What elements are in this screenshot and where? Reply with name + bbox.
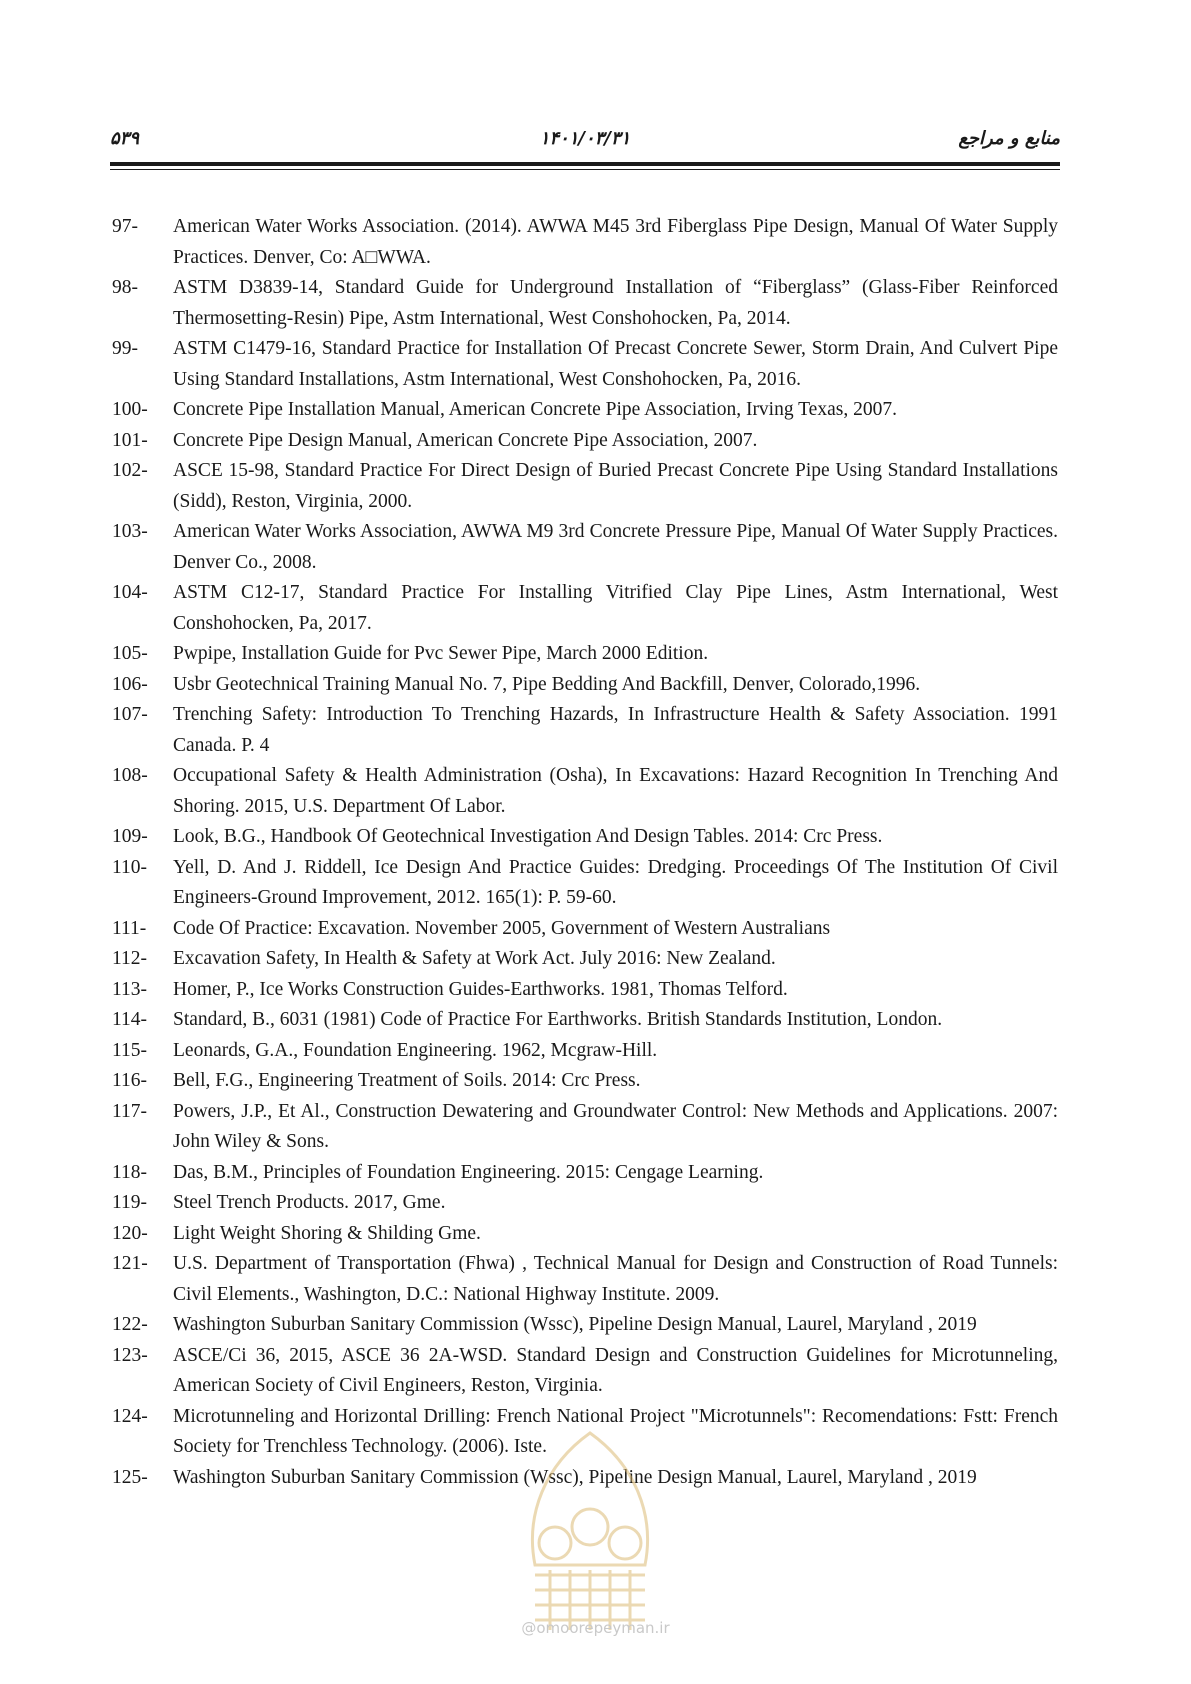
reference-number: 97- [112, 216, 138, 237]
reference-item [112, 975, 1058, 1006]
reference-text: Das, B.M., Principles of Foundation Engineering. 2015: Cengage Learning. [173, 1161, 764, 1183]
reference-text: Occupational Safety & Health Administration (Osha), In Excavations: Hazard Recognition In Trenching And Shoring. 2015, U.S. Department Of Labor. [173, 765, 1058, 817]
reference-text: U.S. Department of Transportation (Fhwa) , Technical Manual for Design and Construction of Road Tunnels: Civil Elements., Washington, D.C.: National Highway Institute. 2009. [173, 1253, 1058, 1305]
reference-number: 102- [112, 460, 148, 481]
reference-text: Usbr Geotechnical Training Manual No. 7, Pipe Bedding And Backfill, Denver, Colorado,1996. [173, 673, 921, 695]
reference-number: 120- [112, 1222, 148, 1244]
reference-item [112, 1066, 1058, 1097]
reference-number: 108- [112, 765, 148, 786]
reference-text: Homer, P., Ice Works Construction Guides-Earthworks. 1981, Thomas Telford. [173, 978, 788, 1000]
reference-text: American Water Works Association, AWWA M9 3rd Concrete Pressure Pipe, Manual Of Water Supply Practices. Denver Co., 2008. [173, 521, 1058, 573]
reference-item [112, 426, 1058, 457]
reference-number: 100- [112, 399, 148, 420]
reference-item [112, 1158, 1058, 1189]
reference-item [112, 822, 1058, 853]
reference-number: 118- [112, 1161, 148, 1183]
reference-text: ASTM C12-17, Standard Practice For Installing Vitrified Clay Pipe Lines, Astm International, West Conshohocken, Pa, 2017. [173, 582, 1058, 634]
reference-text: Pwpipe, Installation Guide for Pvc Sewer Pipe, March 2000 Edition. [173, 643, 709, 664]
reference-item [112, 1310, 1058, 1341]
reference-text: ASTM C1479-16, Standard Practice for Installation Of Precast Concrete Sewer, Storm Drain, And Culvert Pipe Using Standard Installations, Astm International, West Conshohocken, Pa, 2016. [173, 338, 1058, 390]
reference-text: Excavation Safety, In Health & Safety at Work Act. July 2016: New Zealand. [173, 948, 776, 969]
reference-number: 112- [112, 948, 148, 969]
reference-item [112, 273, 1058, 334]
reference-number: 111- [112, 917, 147, 939]
reference-number: 124- [112, 1405, 148, 1427]
reference-text: Light Weight Shoring & Shilding Gme. [173, 1222, 481, 1244]
reference-text: Trenching Safety: Introduction To Trenching Hazards, In Infrastructure Health & Safety Association. 1991 Canada. P. 4 [173, 704, 1058, 756]
reference-number: 104- [112, 582, 148, 603]
reference-text: Concrete Pipe Installation Manual, American Concrete Pipe Association, Irving Texas, 2007. [173, 399, 897, 420]
reference-text: Yell, D. And J. Riddell, Ice Design And Practice Guides: Dredging. Proceedings Of The Institution Of Civil Engineers-Ground Improvement, 2012. 165(1): P. 59-60. [173, 856, 1058, 908]
reference-text: Microtunneling and Horizontal Drilling: French National Project "Microtunnels": Recomendations: Fstt: French Society for Trenchless Technology. (2006). Iste. [173, 1405, 1058, 1457]
reference-number: 115- [112, 1039, 148, 1061]
reference-number: 107- [112, 704, 148, 725]
reference-text: Leonards, G.A., Foundation Engineering. 1962, Mcgraw-Hill. [173, 1039, 658, 1061]
reference-item [112, 944, 1058, 975]
reference-text: Steel Trench Products. 2017, Gme. [173, 1192, 446, 1213]
reference-text: Powers, J.P., Et Al., Construction Dewatering and Groundwater Control: New Methods and Applications. 2007: John Wiley & Sons. [173, 1100, 1058, 1152]
reference-text: Bell, F.G., Engineering Treatment of Soils. 2014: Crc Press. [173, 1070, 641, 1091]
reference-item [112, 853, 1058, 914]
reference-text: Concrete Pipe Design Manual, American Concrete Pipe Association, 2007. [173, 429, 758, 451]
reference-item [112, 670, 1058, 701]
header-date: ۱۴۰۱/۰۳/۳۱ [539, 128, 631, 149]
reference-number: 110- [112, 856, 148, 878]
reference-item [112, 761, 1058, 822]
reference-text: Code Of Practice: Excavation. November 2005, Government of Western Australians [173, 917, 831, 939]
reference-item [112, 1249, 1058, 1310]
reference-number: 105- [112, 643, 148, 664]
reference-item [112, 1341, 1058, 1402]
reference-text: ASCE 15-98, Standard Practice For Direct Design of Buried Precast Concrete Pipe Using Standard Installations (Sidd), Reston, Virginia, 2000. [173, 460, 1058, 512]
reference-list [112, 212, 1058, 1493]
reference-number: 123- [112, 1344, 148, 1366]
reference-text: Washington Suburban Sanitary Commission (Wssc), Pipeline Design Manual, Laurel, Maryland , 2019 [173, 1466, 977, 1488]
reference-number: 117- [112, 1100, 148, 1122]
reference-number: 109- [112, 826, 148, 847]
reference-item [112, 395, 1058, 426]
reference-number: 98- [112, 277, 138, 298]
header-rule-thick [110, 162, 1060, 166]
reference-item [112, 914, 1058, 945]
watermark-site: @omoorepeyman.ir [521, 1619, 670, 1637]
reference-number: 125- [112, 1466, 148, 1488]
reference-number: 121- [112, 1253, 148, 1274]
reference-item [112, 456, 1058, 517]
reference-item [112, 1188, 1058, 1219]
reference-item [112, 1005, 1058, 1036]
reference-number: 114- [112, 1009, 148, 1030]
reference-number: 106- [112, 673, 148, 695]
section-title: منابع و مراجع [958, 128, 1060, 149]
reference-text: ASCE/Ci 36, 2015, ASCE 36 2A-WSD. Standard Design and Construction Guidelines for Microtunneling, American Society of Civil Engineers, Reston, Virginia. [173, 1344, 1058, 1396]
reference-item [112, 334, 1058, 395]
page-header [110, 128, 1060, 158]
reference-number: 116- [112, 1070, 148, 1091]
reference-number: 103- [112, 521, 148, 542]
reference-item [112, 639, 1058, 670]
reference-item [112, 212, 1058, 273]
reference-text: ASTM D3839-14, Standard Guide for Underground Installation of “Fiberglass” (Glass-Fiber Reinforced Thermosetting-Resin) Pipe, Astm International, West Conshohocken, Pa, 2014. [173, 277, 1058, 329]
reference-text: Standard, B., 6031 (1981) Code of Practice For Earthworks. British Standards Institution, London. [173, 1009, 943, 1030]
reference-item [112, 1036, 1058, 1067]
reference-item [112, 578, 1058, 639]
reference-item [112, 700, 1058, 761]
reference-number: 113- [112, 978, 148, 1000]
watermark-logo [505, 1425, 675, 1635]
reference-text: American Water Works Association. (2014). AWWA M45 3rd Fiberglass Pipe Design, Manual Of Water Supply Practices. Denver, Co: A□WWA. [173, 216, 1058, 268]
page-number: ۵۳۹ [110, 128, 140, 149]
reference-number: 119- [112, 1192, 148, 1213]
reference-item [112, 517, 1058, 578]
header-rule-thin [110, 169, 1060, 170]
reference-text: Look, B.G., Handbook Of Geotechnical Investigation And Design Tables. 2014: Crc Press. [173, 826, 883, 847]
reference-number: 99- [112, 338, 138, 359]
reference-number: 122- [112, 1314, 148, 1335]
reference-item [112, 1097, 1058, 1158]
reference-item [112, 1219, 1058, 1250]
reference-text: Washington Suburban Sanitary Commission (Wssc), Pipeline Design Manual, Laurel, Maryland , 2019 [173, 1314, 977, 1335]
reference-number: 101- [112, 429, 148, 451]
